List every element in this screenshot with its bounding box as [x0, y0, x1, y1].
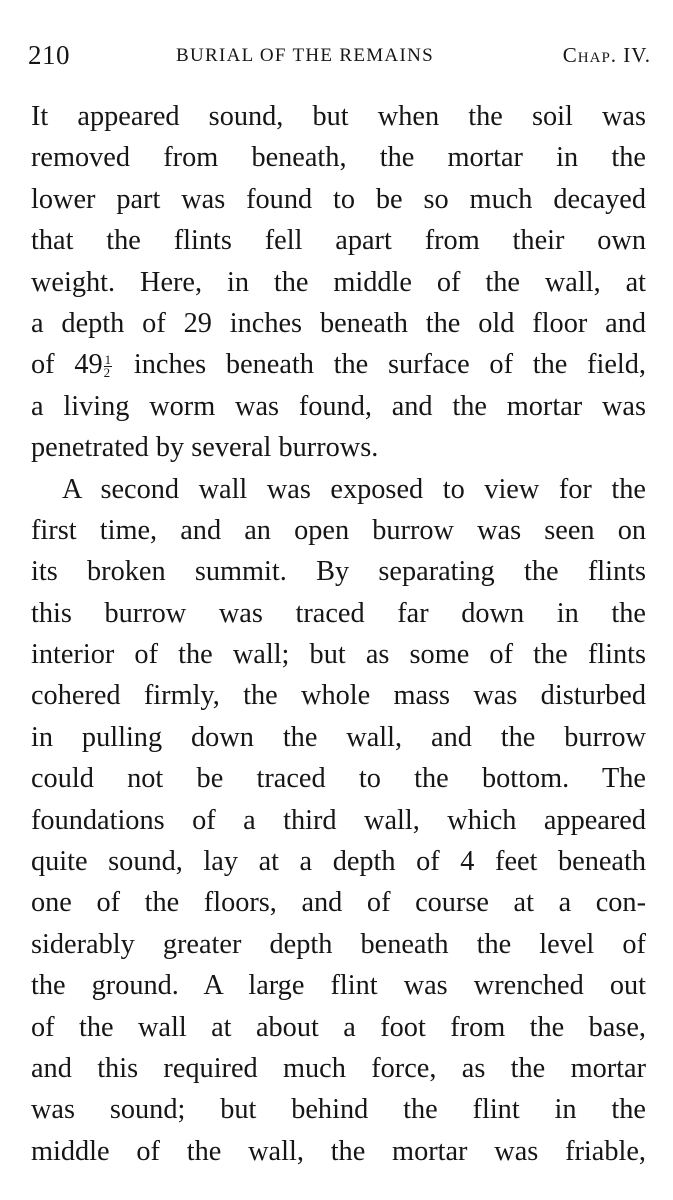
- text-line: lower part was found to be so much decayed: [31, 183, 646, 215]
- fraction-denominator: 2: [103, 365, 111, 381]
- fraction-one-half: [104, 354, 113, 379]
- text-line: middle of the wall, the mortar was friable,: [31, 1135, 646, 1167]
- text-line: of the wall at about a foot from the base,: [31, 1011, 646, 1043]
- text-line: this burrow was traced far down in the: [31, 597, 646, 629]
- text-line: a depth of 29 inches beneath the old floor and: [31, 307, 646, 339]
- text-line: siderably greater depth beneath the level of: [31, 928, 646, 960]
- text-line: quite sound, lay at a depth of 4 feet beneath: [31, 846, 646, 878]
- running-title: BURIAL OF THE REMAINS: [176, 45, 434, 66]
- text-line: the ground. A large flint was wrenched out: [31, 970, 646, 1002]
- text-fragment: of 49: [31, 349, 103, 381]
- text-line: was sound; but behind the flint in the: [31, 1094, 646, 1126]
- text-line: It appeared sound, but when the soil was: [31, 101, 646, 132]
- paragraph-last-line: penetrated by several burrows.: [31, 432, 379, 464]
- text-line: that the flints fell apart from their own: [31, 225, 646, 257]
- text-line: one of the floors, and of course at a con-: [31, 887, 646, 919]
- text-line: could not be traced to the bottom. The: [31, 763, 646, 795]
- text-line-with-fraction: [31, 344, 646, 385]
- body-text: [31, 96, 646, 1172]
- text-line: first time, and an open burrow was seen on: [31, 514, 646, 546]
- running-header: [28, 40, 651, 74]
- text-line: its broken summit. By separating the flints: [31, 556, 646, 588]
- text-line: weight. Here, in the middle of the wall, at: [31, 266, 646, 298]
- text-line: and this required much force, as the mortar: [31, 1052, 646, 1084]
- text-line: foundations of a third wall, which appeared: [31, 804, 646, 836]
- text-line: a living worm was found, and the mortar was: [31, 390, 646, 422]
- text-line: in pulling down the wall, and the burrow: [31, 721, 646, 753]
- page-number: 210: [28, 40, 70, 70]
- paragraph-first-line: A second wall was exposed to view for the: [62, 473, 646, 505]
- text-line: removed from beneath, the mortar in the: [31, 142, 646, 174]
- text-fragment: inches beneath the surface of the field,: [114, 349, 646, 381]
- chapter-label-text: Chap. IV.: [562, 43, 651, 67]
- chapter-label: [563, 43, 651, 68]
- text-line: interior of the wall; but as some of the flints: [31, 639, 646, 671]
- fraction-numerator: 1: [104, 352, 112, 368]
- text-line: cohered firmly, the whole mass was disturbed: [31, 680, 646, 712]
